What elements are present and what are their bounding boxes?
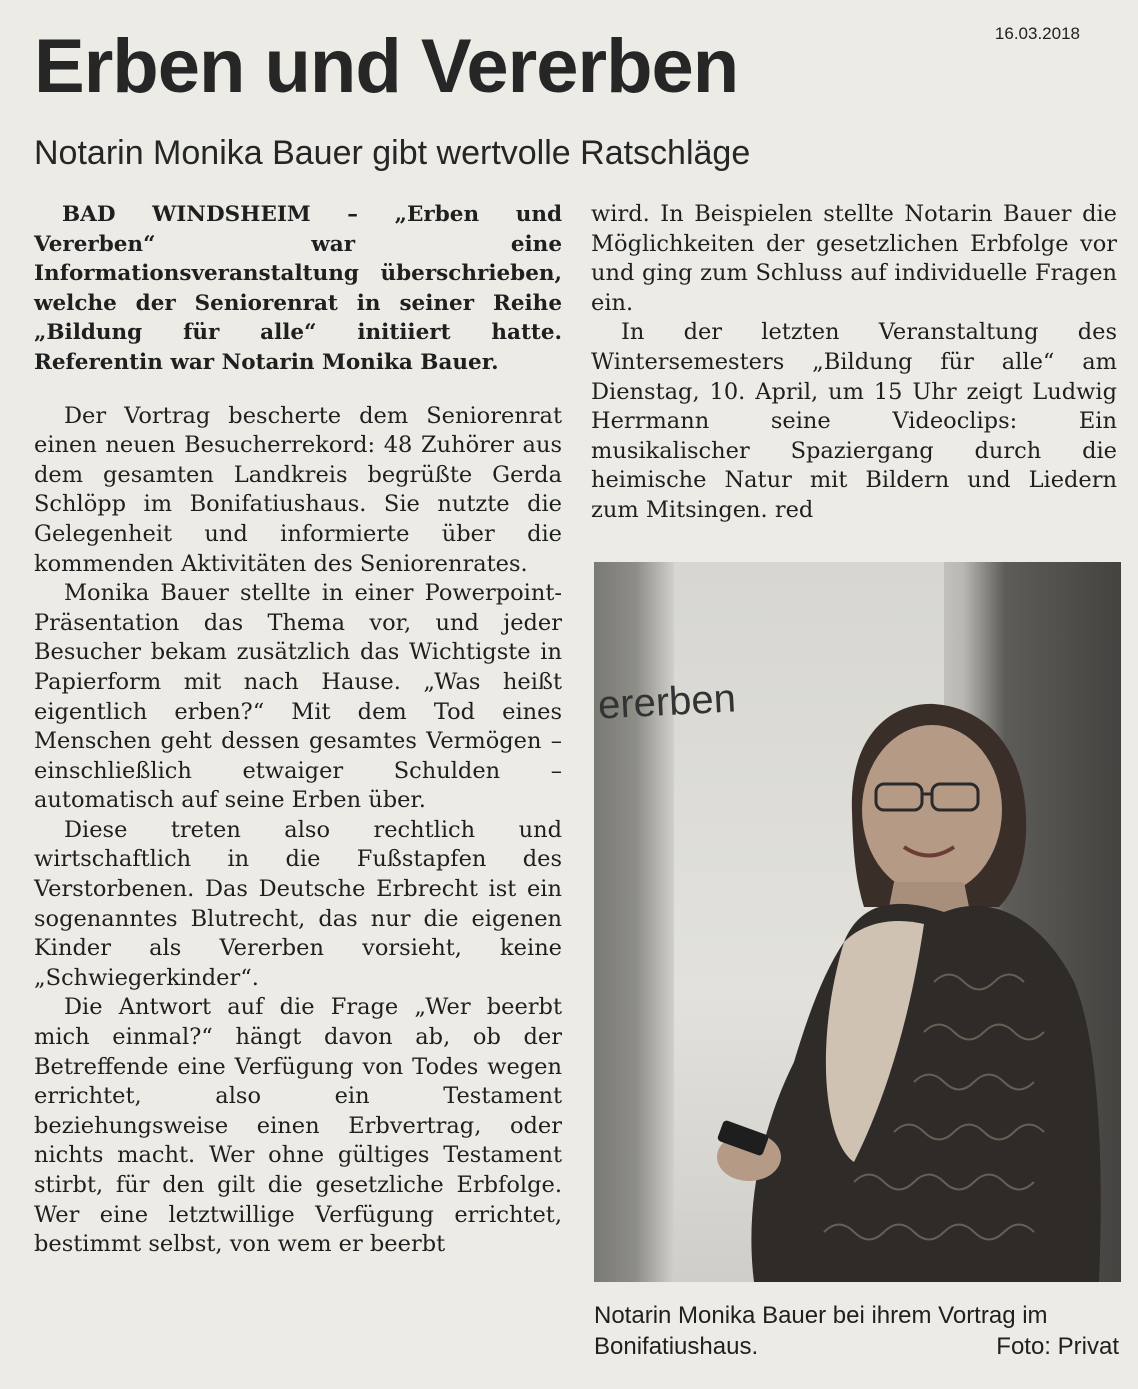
subheadline: Notarin Monika Bauer gibt wertvolle Ratschläge xyxy=(34,134,751,172)
screen-text: ererben xyxy=(596,676,737,728)
body-paragraph: Monika Bauer stellte in einer Powerpoint-Präsentation das Thema vor, und jeder Besucher bekam zusätzlich das Wichtigste in Papierform mit nach Hause. „Was heißt eigentlich erben?“ Mit dem Tod eines Menschen geht dessen gesamtes Vermögen – einschließlich etwaiger Schulden – automatisch auf seine Erben über. xyxy=(34,580,562,814)
body-paragraph: wird. In Beispielen stellte Notarin Bauer die Möglichkeiten der gesetzlichen Erbfolge vor und ging zum Schluss auf individuelle Fragen ein. xyxy=(591,201,1117,316)
headline: Erben und Vererben xyxy=(34,24,739,109)
speaker-jacket xyxy=(751,904,1100,1282)
body-paragraph: Die Antwort auf die Frage „Wer beerbt mich einmal?“ hängt davon ab, ob der Betreffende eine Verfügung von Todes wegen errichtet, also ein Testament beziehungsweise einen Erbvertrag, oder nichts macht. Wer ohne gültiges Testament stirbt, für den gilt die gesetzliche Erbfolge. Wer eine letztwillige Verfügung errichtet, bestimmt selbst, von wem er beerbt xyxy=(34,994,562,1258)
date-stamp: 16.03.2018 xyxy=(994,24,1080,43)
article-column-left xyxy=(34,200,562,1260)
photo-credit: Foto: Privat xyxy=(996,1333,1119,1360)
body-paragraph: Der Vortrag bescherte dem Seniorenrat einen neuen Besucherrekord: 48 Zuhörer aus dem gesamten Landkreis begrüßte Gerda Schlöpp im Bonifatiushaus. Sie nutzte die Gelegenheit und informierte über die kommenden Aktivitäten des Seniorenrates. xyxy=(34,402,562,577)
body-paragraph: Diese treten also rechtlich und wirtschaftlich in die Fußstapfen des Verstorbenen. Das Deutsche Erbrecht ist ein sogenanntes Blutrecht, das nur die eigenen Kinder als Vererben vorsieht, keine „Schwiegerkinder“. xyxy=(34,816,562,991)
photo-caption xyxy=(594,1300,1121,1362)
article-column-right xyxy=(591,200,1117,526)
speaker-figure xyxy=(594,562,1121,1282)
article-photo xyxy=(594,562,1121,1282)
caption-text: Notarin Monika Bauer bei ihrem Vortrag im Bonifatiushaus. xyxy=(594,1302,1048,1360)
body-paragraph: In der letzten Veranstaltung des Wintersemesters „Bildung für alle“ am Dienstag, 10. April, um 15 Uhr zeigt Ludwig Herrmann seine Videoclips: Ein musikalischer Spaziergang durch die heimische Natur mit Bildern und Liedern zum Mitsingen. red xyxy=(591,319,1117,523)
lead-paragraph: BAD WINDSHEIM – „Erben und Vererben“ war eine Informationsveranstaltung überschrieben, welche der Seniorenrat in seiner Reihe „Bildung für alle“ initiiert hatte. Referentin war Notarin Monika Bauer. xyxy=(34,202,562,375)
